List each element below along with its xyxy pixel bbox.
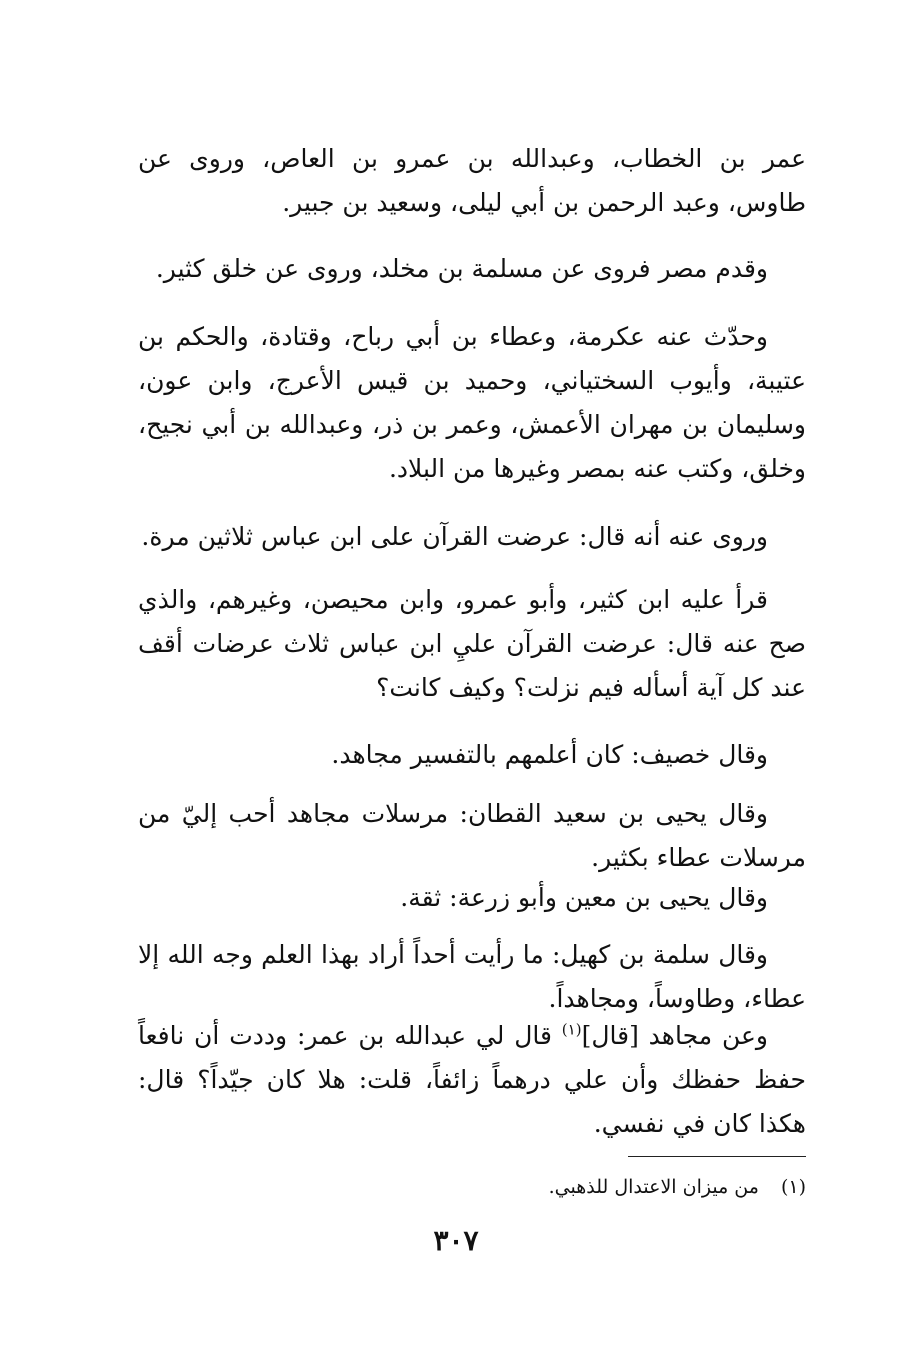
paragraph-8: وقال يحيى بن معين وأبو زرعة: ثقة. <box>400 883 768 912</box>
footnote <box>400 1172 806 1202</box>
footnote-number: (١) <box>780 1176 806 1198</box>
paragraph-6: وقال خصيف: كان أعلمهم بالتفسير مجاهد. <box>331 740 768 769</box>
paragraph-3: وحدّث عنه عكرمة، وعطاء بن أبي رباح، وقتادة، والحكم بن عتيبة، وأيوب السختياني، وحميد بن قيس الأعرج، وابن عون، وسليمان بن مهران الأعمش، وعمر بن ذر، وعبدالله بن أبي نجيح، وخلق، وكتب عنه بمصر وغيرها من البلاد. <box>138 322 806 483</box>
paragraph-9: وقال سلمة بن كهيل: ما رأيت أحداً أراد بهذا العلم وجه الله إلا عطاء، وطاوساً، ومجاهداً. <box>138 940 806 1013</box>
paragraph-5: قرأ عليه ابن كثير، وأبو عمرو، وابن محيصن، وغيرهم، والذي صح عنه قال: عرضت القرآن عليِ ابن عباس ثلاث عرضات أقف عند كل آية أسأله فيم نزلت؟ وكيف كانت؟ <box>138 585 806 702</box>
footnote-divider <box>628 1156 806 1157</box>
paragraph-10-start: وعن مجاهد [قال] <box>581 1021 768 1050</box>
footnote-reference: (١) <box>561 1020 582 1039</box>
page-number: ٣٠٧ <box>433 1224 479 1257</box>
paragraph-2: وقدم مصر فروى عن مسلمة بن مخلد، وروى عن خلق كثير. <box>155 254 768 283</box>
paragraph-10-end: قال لي عبدالله بن عمر: وددت أن نافعاً حفظ حفظك وأن علي درهماً زائفاً، قلت: هلا كان جيّداً؟ قال: هكذا كان في نفسي. <box>138 1021 806 1138</box>
paragraph-10 <box>138 1014 806 1146</box>
paragraph-4: وروى عنه أنه قال: عرضت القرآن على ابن عباس ثلاثين مرة. <box>141 522 768 551</box>
paragraph-1: عمر بن الخطاب، وعبدالله بن عمرو بن العاص، وروى عن طاوس، وعبد الرحمن بن أبي ليلى، وسعيد بن جبير. <box>138 144 806 217</box>
paragraph-7: وقال يحيى بن سعيد القطان: مرسلات مجاهد أحب إليّ من مرسلات عطاء بكثير. <box>138 799 806 872</box>
footnote-text: من ميزان الاعتدال للذهبي. <box>548 1176 759 1198</box>
